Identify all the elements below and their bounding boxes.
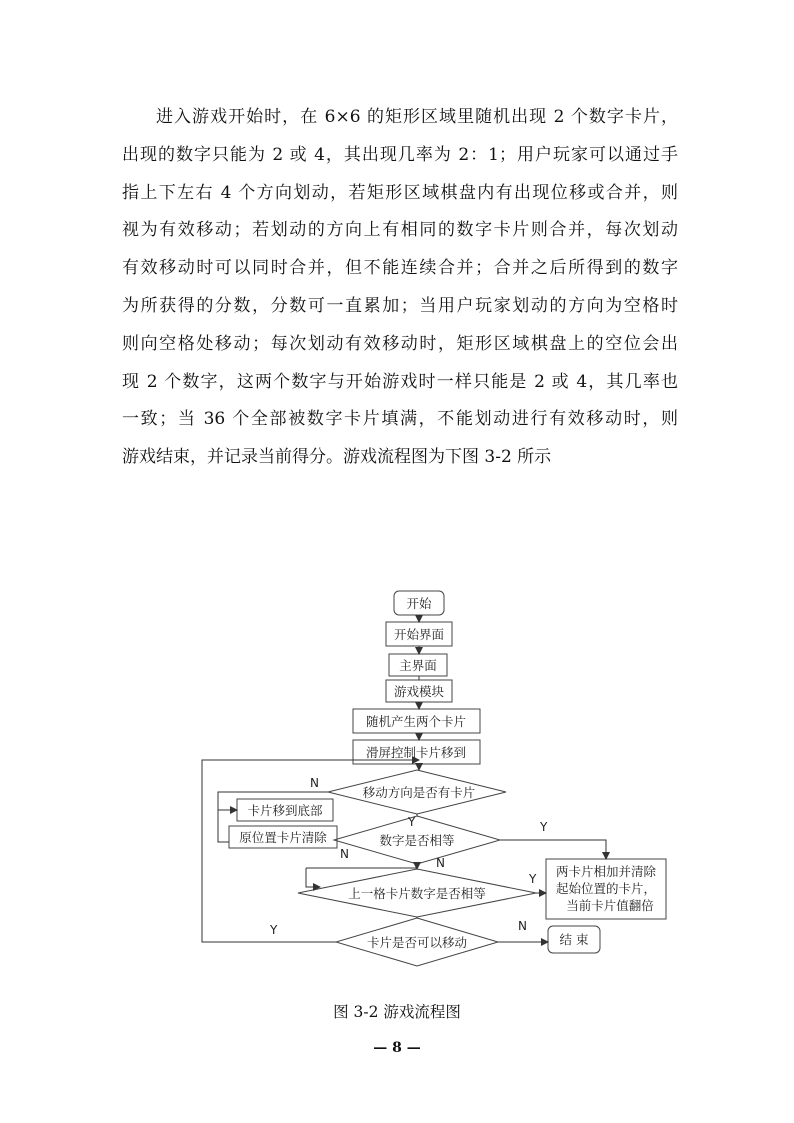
page-number: — 8 — [373, 1040, 421, 1056]
start-ui-label: 开始界面 [393, 627, 445, 642]
branch-label-n: N [340, 847, 349, 861]
move-bottom-label: 卡片移到底部 [247, 803, 323, 818]
branch-label-n: N [518, 919, 527, 933]
start-label: 开始 [406, 596, 432, 611]
paragraph-line: 现 2 个数字，这两个数字与开始游戏时一样只能是 2 或 4，其几率也 [122, 371, 678, 392]
paragraph-line: 为所获得的分数，分数可一直累加；当用户玩家划动的方向为空格时 [122, 295, 678, 316]
branch-label-n: N [310, 776, 319, 790]
can-move-label: 卡片是否可以移动 [366, 935, 468, 950]
merge-label: 起始位置的卡片， [555, 881, 657, 896]
main-ui-label: 主界面 [399, 658, 437, 673]
equal-decision-label: 数字是否相等 [379, 833, 455, 848]
swipe-control-label: 滑屏控制卡片移到 [365, 745, 467, 760]
branch-label-y: Y [270, 923, 278, 937]
connector-arrow [306, 868, 320, 887]
paragraph-line: 视为有效移动；若划动的方向上有相同的数字卡片则合并，每次划动 [122, 220, 678, 241]
clear-origin-label: 原位置卡片清除 [239, 830, 327, 845]
branch-label-y: Y [529, 872, 537, 886]
branch-label-y: Y [408, 815, 416, 829]
merge-label: 当前卡片值翻倍 [566, 898, 654, 913]
branch-label-n: N [436, 856, 445, 870]
connector-arrow [500, 840, 606, 859]
end-label: 结 束 [559, 932, 589, 947]
paragraph-line: 进入游戏开始时，在 6×6 的矩形区域里随机出现 2 个数字卡片， [156, 107, 678, 127]
merge-label: 两卡片相加并清除 [555, 864, 657, 879]
random-cards-label: 随机产生两个卡片 [365, 714, 467, 729]
branch-label-y: Y [540, 820, 548, 834]
direction-decision-label: 移动方向是否有卡片 [362, 785, 476, 800]
paragraph-line: 则向空格处移动；每次划动有效移动时，矩形区域棋盘上的空位会出 [122, 333, 678, 354]
figure-caption: 图 3-2 游戏流程图 [333, 1003, 461, 1021]
paragraph-line: 一致；当 36 个全部被数字卡片填满，不能划动进行有效移动时，则 [122, 409, 678, 430]
prev-equal-label: 上一格卡片数字是否相等 [348, 886, 486, 901]
paragraph-line: 出现的数字只能为 2 或 4，其出现几率为 2：1；用户玩家可以通过手 [122, 144, 678, 165]
game-module-label: 游戏模块 [393, 684, 445, 699]
paragraph-line: 游戏结束，并记录当前得分。游戏流程图为下图 3-2 所示 [122, 447, 552, 468]
paragraph-line: 指上下左右 4 个方向划动，若矩形区域棋盘内有出现位移或合并，则 [122, 182, 678, 203]
paragraph-line: 有效移动时可以同时合并，但不能连续合并；合并之后所得到的数字 [122, 258, 678, 279]
